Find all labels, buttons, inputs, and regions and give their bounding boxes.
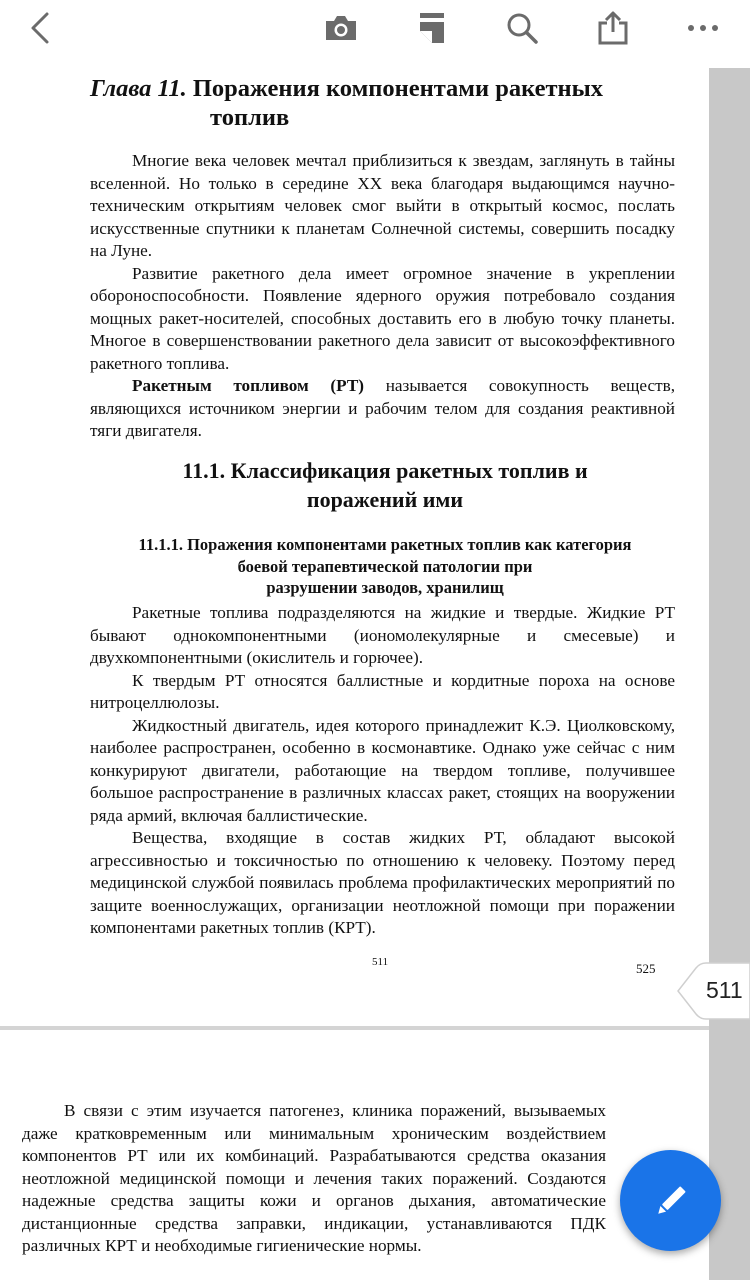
definition-term: Ракетным топливом (РТ) — [132, 376, 365, 395]
toolbar — [0, 0, 750, 68]
camera-icon — [323, 13, 359, 43]
section-title-line2: поражений ими — [306, 487, 464, 512]
chapter-title-line2: топлив — [210, 104, 290, 131]
bookmark-page-icon — [417, 11, 447, 45]
document-page-511 — [0, 68, 709, 1026]
printed-page-number: 511 — [372, 956, 389, 968]
paragraph: Многие века человек мечтал приблизиться к звездам, заглянуть в тайны вселенной. Но только в середине XX века благодаря выдающимся научно-техническим открытиям человек смог выйти в открытый космос, послать искусственные спутники к планетам Солнечной системы, совершить посадку на Луне. — [90, 151, 675, 260]
paragraph: Ракетные топлива подразделяются на жидкие и твердые. Жидкие РТ бывают однокомпонентными (иономолекулярные и смесевые) и двухкомпонентными (окислитель и горючее). — [90, 603, 675, 667]
paragraph: К твердым РТ относятся баллистные и кордитные пороха на основе нитроцеллюлозы. — [90, 670, 675, 712]
definition-text: называется совокупность веществ, являющихся источником энергии и рабочим телом для создания реактивной тяги двигателя. — [90, 376, 676, 440]
chapter-title — [90, 74, 680, 132]
search-button[interactable] — [494, 6, 550, 50]
corner-page-number: 525 — [636, 961, 656, 976]
chevron-left-icon — [28, 11, 52, 45]
camera-button[interactable] — [313, 6, 369, 50]
section-title-line1: 11.1. Классификация ракетных топлив и — [182, 458, 588, 483]
scroll-track[interactable] — [709, 68, 750, 1280]
subsection-title-line2: боевой терапевтической патологии при — [237, 556, 533, 576]
document-page-next — [0, 1030, 709, 1280]
back-button[interactable] — [12, 6, 68, 50]
search-icon — [505, 11, 539, 45]
definition-paragraph — [90, 375, 675, 443]
subsection-title — [90, 534, 680, 599]
edit-fab-button[interactable] — [620, 1150, 721, 1251]
subsection-title-line1: 11.1.1. Поражения компонентами ракетных топлив как категория — [138, 535, 632, 554]
paragraph: Жидкостный двигатель, идея которого принадлежит К.Э. Циолковскому, наиболее распространен, особенно в космонавтике. Однако уже сейчас с ним конкурируют двигатели, работающие на твердом топливе, получившее большое распространение в различных классах ракет, стоящих на вооружении ряда армий, включая баллистические. — [90, 715, 675, 825]
intro-text — [90, 150, 675, 443]
chapter-title-line1: Поражения компонентами ракетных — [192, 75, 604, 102]
paragraph: Вещества, входящие в состав жидких РТ, обладают высокой агрессивностью и токсичностью по отношению к человеку. Поэтому перед медицинской службой появилась проблема профилактических мероприятий по защите военнослужащих, организации неотложной помощи при поражении компонентами ракетных топлив (КРТ). — [90, 828, 675, 937]
share-icon — [596, 10, 630, 46]
subsection-title-line3: разрушении заводов, хранилищ — [266, 578, 504, 597]
pencil-icon — [651, 1181, 691, 1221]
section-title — [90, 456, 680, 514]
share-button[interactable] — [585, 6, 641, 50]
chapter-label: Глава 11. — [90, 75, 187, 102]
page-indicator-number: 511 — [706, 977, 743, 1003]
section-text — [90, 602, 675, 940]
page2-text — [22, 1100, 606, 1258]
more-button[interactable] — [675, 6, 731, 50]
paragraph: В связи с этим изучается патогенез, клиника поражений, вызываемых даже кратковременным или минимальным хроническим воздействием компонентов РТ или их комбинаций. Разрабатываются средства оказания неотложной медицинской помощи и лечения таких поражений. Создаются надежные средства защиты кожи и органов дыхания, автоматические дистанционные средства заправки, индикации, устанавливаются ПДК различных КРТ и необходимые гигиенические нормы. — [22, 1101, 606, 1255]
paragraph: Развитие ракетного дела имеет огромное значение в укреплении обороноспособности. Появление ядерного оружия потребовало создания мощных ракет-носителей, способных доставить его в любую точку планеты. Многое в совершенствовании ракетного дела зависит от высокоэффективного ракетного топлива. — [90, 263, 675, 373]
more-icon — [686, 23, 720, 33]
page-bookmark-button[interactable] — [404, 6, 460, 50]
